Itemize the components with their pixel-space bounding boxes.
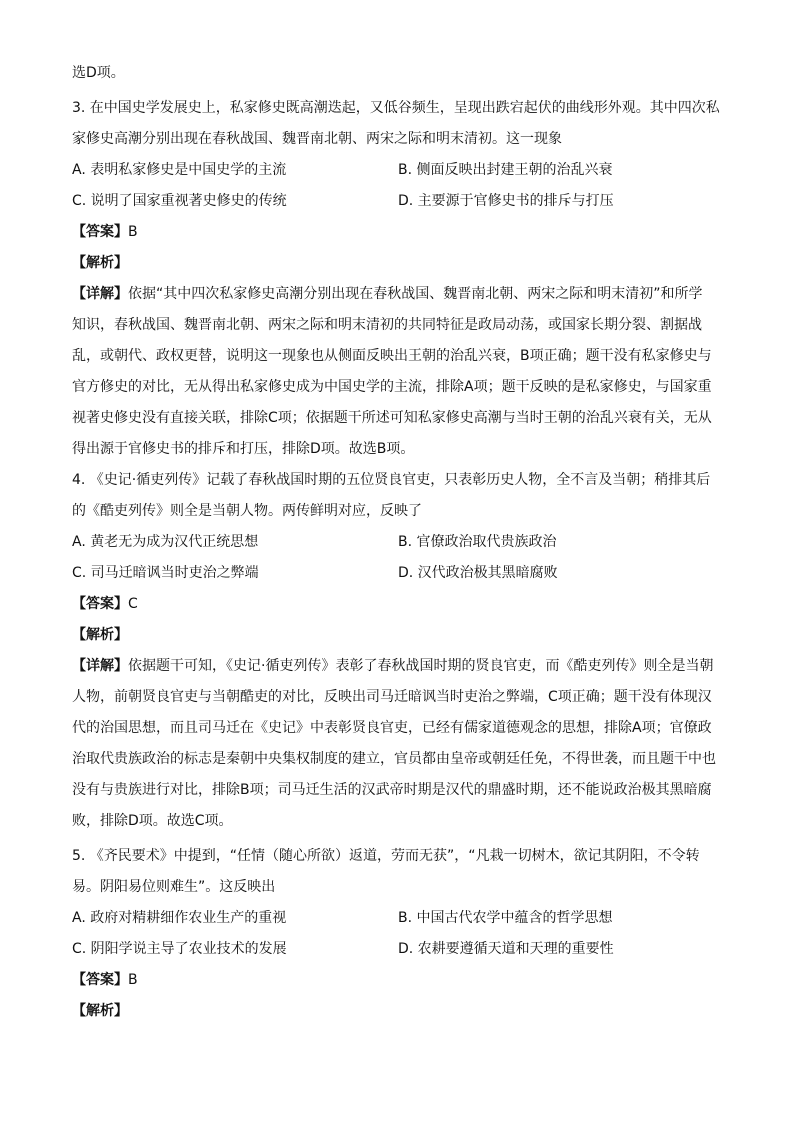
question-3-option-a: A. 表明私家修史是中国史学的主流 (72, 162, 287, 178)
question-5-stem-line-1: 5. 《齐民要术》中提到，“任情（随心所欲）返道，劳而无获”，“凡栽一切树木，欲记其阴阳，不令转 (72, 848, 700, 864)
answer-tag: 【答案】 (72, 224, 128, 240)
question-4-detail-line-2: 人物，前朝贤良官吏与当朝酷吏的对比，反映出司马迁暗讽当时吏治之弊端，C项正确；题干没有体现汉 (72, 689, 712, 705)
question-4-detail-line-5: 没有与贵族进行对比，排除B项；司马迁生活的汉武帝时期是汉代的鼎盛时期，还不能说政治极其黑暗腐 (72, 782, 712, 798)
question-3-detail-line-3: 乱，或朝代、政权更替，说明这一现象也从侧面反映出王朝的治乱兴衰，B项正确；题干没有私家修史与 (72, 348, 712, 364)
detail-text: 依据“其中四次私家修史高潮分别出现在春秋战国、魏晋南北朝、两宋之际和明末清初”和所学 (128, 286, 703, 302)
answer-tag: 【答案】 (72, 972, 128, 988)
detail-tag: 【详解】 (72, 286, 128, 302)
question-3-detail-line-4: 官方修史的对比，无从得出私家修史成为中国史学的主流，排除A项；题干反映的是私家修史，与国家重 (72, 379, 712, 395)
question-4-stem-line-2: 的《酷吏列传》则全是当朝人物。两传鲜明对应，反映了 (72, 503, 422, 519)
question-3-stem-line-2: 家修史高潮分别出现在春秋战国、魏晋南北朝、两宋之际和明末清初。这一现象 (72, 131, 562, 147)
question-3-detail-line-6: 得出源于官修史书的排斥和打压，排除D项。故选B项。 (72, 441, 415, 457)
question-5-stem-line-2: 易。阴阳易位则难生”。这反映出 (72, 879, 276, 895)
question-4-detail-line-1 (72, 656, 713, 676)
answer-value: C (128, 596, 138, 612)
question-4-detail-line-4: 治取代贵族政治的标志是秦朝中央集权制度的建立，官员都由皇帝或朝廷任免，不得世袭，而且题干中也 (72, 751, 716, 767)
question-5-option-d: D. 农耕要遵循天道和天理的重要性 (398, 941, 614, 957)
question-3-analysis-tag: 【解析】 (72, 255, 128, 271)
question-3-detail-line-1 (72, 284, 703, 304)
detail-tag: 【详解】 (72, 658, 128, 674)
question-3-detail-line-5: 视著史修史没有直接关联，排除C项；依据题干所述可知私家修史高潮与当时王朝的治乱兴衰有关，无从 (72, 410, 712, 426)
answer-value: B (128, 972, 138, 988)
question-3-option-b: B. 侧面反映出封建王朝的治乱兴衰 (398, 162, 613, 178)
question-3-option-d: D. 主要源于官修史书的排斥与打压 (398, 193, 614, 209)
question-5-option-c: C. 阴阳学说主导了农业技术的发展 (72, 941, 287, 957)
previous-answer-ending: 选D项。 (72, 65, 125, 81)
question-5-answer (72, 970, 138, 990)
question-4-detail-line-6: 败，排除D项。故选C项。 (72, 813, 233, 829)
question-4-option-a: A. 黄老无为成为汉代正统思想 (72, 534, 259, 550)
question-4-stem-line-1: 4. 《史记·循吏列传》记载了春秋战国时期的五位贤良官吏，只表彰历史人物，全不言及当朝；稍排其后 (72, 472, 711, 488)
question-5-analysis-tag: 【解析】 (72, 1003, 128, 1019)
question-4-detail-line-3: 代的治国思想，而且司马迁在《史记》中表彰贤良官吏，已经有儒家道德观念的思想，排除A项；官僚政 (72, 720, 712, 736)
question-4-option-d: D. 汉代政治极其黑暗腐败 (398, 565, 558, 581)
question-4-option-c: C. 司马迁暗讽当时吏治之弊端 (72, 565, 259, 581)
question-4-answer (72, 594, 138, 614)
answer-value: B (128, 224, 138, 240)
question-3-stem-line-1: 3. 在中国史学发展史上，私家修史既高潮迭起，又低谷频生，呈现出跌宕起伏的曲线形外观。其中四次私 (72, 100, 720, 116)
question-4-analysis-tag: 【解析】 (72, 627, 128, 643)
question-4-option-b: B. 官僚政治取代贵族政治 (398, 534, 557, 550)
question-3-detail-line-2: 知识，春秋战国、魏晋南北朝、两宋之际和明末清初的共同特征是政局动荡，或国家长期分裂、割据战 (72, 317, 702, 333)
question-3-answer (72, 222, 138, 242)
question-3-option-c: C. 说明了国家重视著史修史的传统 (72, 193, 287, 209)
question-5-option-b: B. 中国古代农学中蕴含的哲学思想 (398, 910, 613, 926)
question-5-option-a: A. 政府对精耕细作农业生产的重视 (72, 910, 287, 926)
detail-text: 依据题干可知，《史记·循吏列传》表彰了春秋战国时期的贤良官吏，而《酷吏列传》则全是当朝 (128, 658, 714, 674)
answer-tag: 【答案】 (72, 596, 128, 612)
